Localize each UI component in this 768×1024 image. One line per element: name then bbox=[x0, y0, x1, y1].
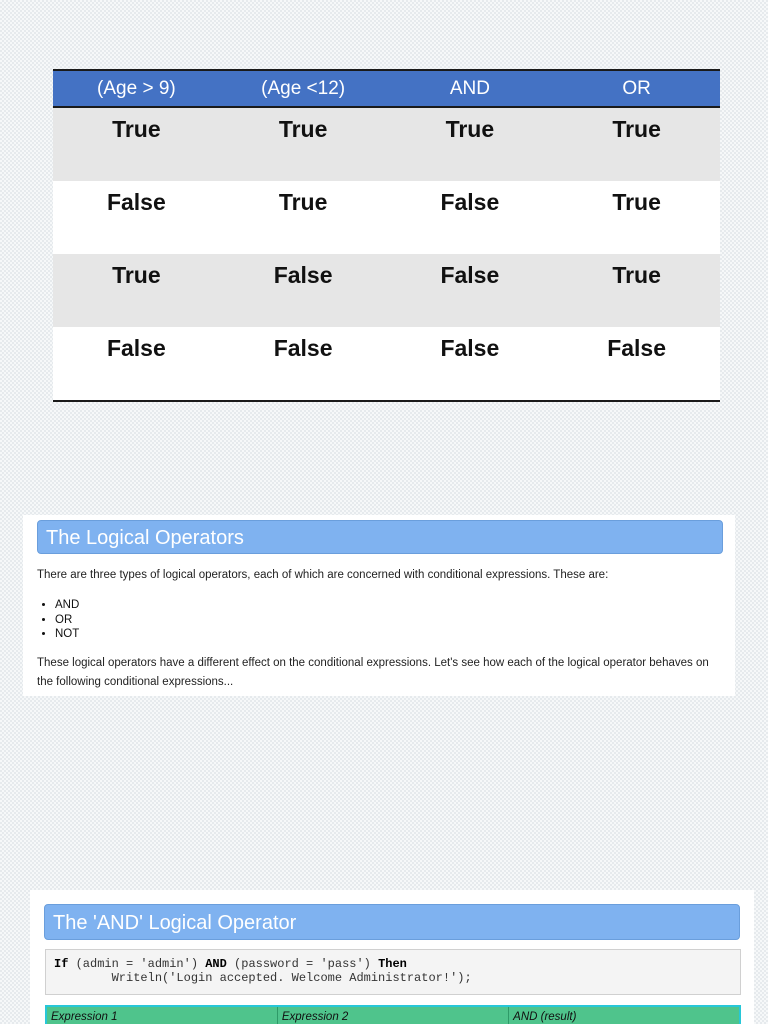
table-cell: False bbox=[53, 181, 220, 254]
and-table-header-row bbox=[46, 1006, 740, 1024]
table-cell: False bbox=[387, 327, 554, 401]
table-cell: False bbox=[387, 254, 554, 327]
table-cell: False bbox=[220, 327, 387, 401]
list-item: • AND bbox=[55, 598, 79, 613]
operator-list bbox=[37, 598, 79, 642]
table-cell: False bbox=[387, 181, 554, 254]
code-keyword: AND bbox=[205, 957, 227, 971]
header-age-lt-12: (Age <12) bbox=[220, 70, 387, 107]
code-keyword: If bbox=[54, 957, 69, 971]
table-cell: True bbox=[553, 107, 720, 181]
header-expression-1: Expression 1 bbox=[46, 1006, 277, 1024]
table-cell: False bbox=[53, 327, 220, 401]
code-keyword: Then bbox=[378, 957, 407, 971]
code-block bbox=[45, 949, 741, 995]
logical-operators-heading: The Logical Operators bbox=[37, 520, 723, 554]
outro-text: These logical operators have a different effect on the conditional expressions. Let's see how each of the logical operator behaves on the following conditional expressions... bbox=[37, 657, 709, 688]
header-and-result: AND (result) bbox=[509, 1006, 740, 1024]
table-cell: False bbox=[220, 254, 387, 327]
table-cell: True bbox=[53, 254, 220, 327]
table-row bbox=[53, 181, 720, 254]
and-result-table bbox=[45, 1005, 741, 1024]
list-item: • OR bbox=[55, 613, 79, 628]
header-or: OR bbox=[553, 70, 720, 107]
header-expression-2: Expression 2 bbox=[277, 1006, 508, 1024]
code-text: Writeln('Login accepted. Welcome Administrator!'); bbox=[54, 971, 472, 985]
and-operator-panel bbox=[30, 890, 754, 1024]
header-age-gt-9: (Age > 9) bbox=[53, 70, 220, 107]
and-operator-heading: The 'AND' Logical Operator bbox=[44, 904, 740, 940]
code-text: (admin = 'admin') bbox=[68, 957, 206, 971]
truth-table bbox=[53, 69, 720, 402]
intro-text: There are three types of logical operators, each of which are concerned with conditional expressions. These are: bbox=[37, 569, 609, 581]
header-and: AND bbox=[387, 70, 554, 107]
code-text: (password = 'pass') bbox=[226, 957, 379, 971]
table-cell: True bbox=[387, 107, 554, 181]
table-row bbox=[53, 254, 720, 327]
table-cell: False bbox=[553, 327, 720, 401]
table-cell: True bbox=[553, 254, 720, 327]
table-row bbox=[53, 327, 720, 401]
table-row bbox=[53, 107, 720, 181]
table-cell: True bbox=[220, 107, 387, 181]
truth-table-header-row bbox=[53, 70, 720, 107]
logical-operators-panel bbox=[23, 515, 735, 696]
table-cell: True bbox=[553, 181, 720, 254]
table-cell: True bbox=[220, 181, 387, 254]
table-cell: True bbox=[53, 107, 220, 181]
list-item: • NOT bbox=[55, 627, 79, 642]
